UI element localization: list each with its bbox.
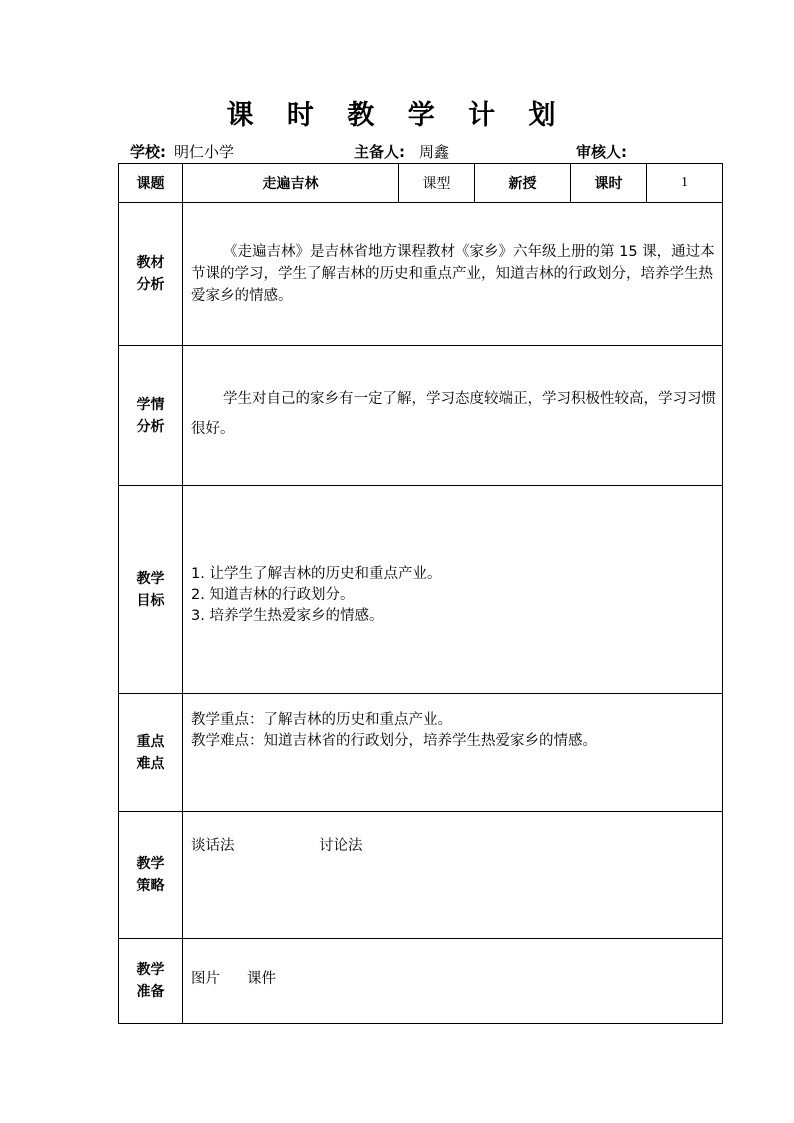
preparation-item-2: 课件 xyxy=(247,971,276,987)
type-value: 新授 xyxy=(475,164,571,203)
goal-item: 2. 知道吉林的行政划分。 xyxy=(191,587,355,603)
page-title: 课 时 教 学 计 划 xyxy=(226,100,568,131)
preparation-row xyxy=(119,939,723,1024)
preparation-item-1: 图片 xyxy=(191,971,220,987)
preparation-label-line2: 准备 xyxy=(136,984,165,1000)
key-points-row xyxy=(119,694,723,812)
material-label xyxy=(119,203,183,346)
lesson-plan-table xyxy=(118,163,723,1024)
key-points-content xyxy=(183,694,723,812)
topic-label: 课题 xyxy=(119,164,183,203)
strategy-method-2: 讨论法 xyxy=(319,838,363,854)
goals-content xyxy=(183,486,723,694)
goals-label-line2: 目标 xyxy=(136,592,165,609)
strategy-content xyxy=(183,812,723,939)
students-label-line1: 学情 xyxy=(136,396,165,413)
type-label: 课型 xyxy=(399,164,475,203)
preparation-items xyxy=(183,968,722,990)
key-points-text xyxy=(183,710,722,752)
strategy-row xyxy=(119,812,723,939)
students-label-line2: 分析 xyxy=(136,418,165,435)
reviewer-field xyxy=(576,141,635,162)
strategy-label xyxy=(119,812,183,939)
goals-list xyxy=(183,564,722,627)
strategy-methods xyxy=(183,835,722,857)
material-label-line1: 教材 xyxy=(136,255,165,271)
preparation-label xyxy=(119,939,183,1024)
teaching-difficulty: 教学难点：知道吉林省的行政划分，培养学生热爱家乡的情感。 xyxy=(191,733,597,749)
preparer-field xyxy=(354,141,449,162)
strategy-label-line1: 教学 xyxy=(136,856,165,872)
material-content xyxy=(183,203,723,346)
strategy-label-line2: 策略 xyxy=(136,878,165,894)
students-row xyxy=(119,346,723,486)
material-label-line2: 分析 xyxy=(136,277,165,293)
goal-item: 3. 培养学生热爱家乡的情感。 xyxy=(191,608,384,624)
preparation-content xyxy=(183,939,723,1024)
topic-row xyxy=(119,164,723,203)
topic-value: 走遍吉林 xyxy=(183,164,399,203)
hours-value: 1 xyxy=(647,164,723,203)
goals-label xyxy=(119,486,183,694)
key-points-label-line1: 重点 xyxy=(136,733,165,750)
goals-row xyxy=(119,486,723,694)
school-value: 明仁小学 xyxy=(174,143,235,161)
students-content xyxy=(183,346,723,486)
hours-label: 课时 xyxy=(571,164,647,203)
goal-item: 1. 让学生了解吉林的历史和重点产业。 xyxy=(191,566,442,582)
material-text: 《走遍吉林》是吉林省地方课程教材《家乡》六年级上册的第 15 课，通过本节课的学习，学生了解吉林的历史和重点产业，知道吉林的行政划分，培养学生热爱家乡的情感。 xyxy=(191,244,715,304)
key-points-label xyxy=(119,694,183,812)
material-row xyxy=(119,203,723,346)
reviewer-label: 审核人: xyxy=(576,143,627,161)
preparer-label: 主备人: xyxy=(354,143,405,161)
school-field xyxy=(130,141,234,162)
school-label: 学校: xyxy=(130,143,166,161)
preparer-value: 周鑫 xyxy=(419,143,450,161)
students-text: 学生对自己的家乡有一定了解，学习态度较端正，学习积极性较高，学习习惯很好。 xyxy=(191,391,716,437)
preparation-label-line1: 教学 xyxy=(136,962,165,978)
goals-label-line1: 教学 xyxy=(136,570,165,587)
teaching-focus: 教学重点：了解吉林的历史和重点产业。 xyxy=(191,712,452,728)
students-label xyxy=(119,346,183,486)
key-points-label-line2: 难点 xyxy=(136,755,165,772)
strategy-method-1: 谈话法 xyxy=(191,838,235,854)
